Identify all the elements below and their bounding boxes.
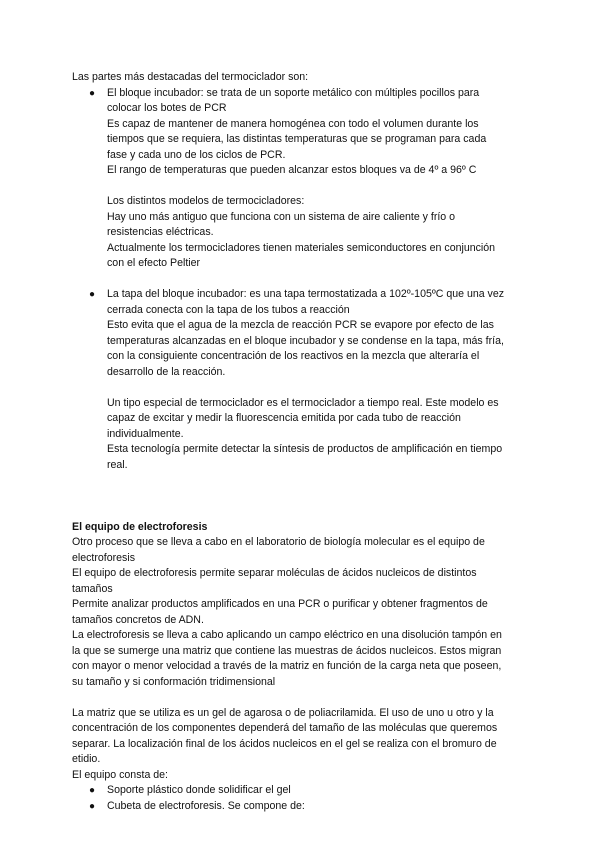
text-line: etidio. <box>72 753 101 765</box>
text-line: con el efecto Peltier <box>107 257 201 269</box>
text-line: tiempos que se requiera, las distintas temperaturas que se programan para cada <box>107 133 487 145</box>
bullet-icon: ● <box>89 800 96 812</box>
text-line: tamaños concretos de ADN. <box>72 613 204 626</box>
equipment-list <box>89 783 528 814</box>
text-line: temperaturas alcanzadas en el bloque incubador y se condense en la tapa, más fría, <box>107 334 504 347</box>
text-line: separar. La localización final de los ácidos nucleicos en el gel se realiza con el bromuro de <box>72 737 497 750</box>
text-line: Actualmente los termocicladores tienen materiales semiconductores en conjunción <box>107 241 496 254</box>
text-line: tamaños <box>72 582 113 595</box>
text-line: El bloque incubador: se trata de un soporte metálico con múltiples pocillos para <box>107 86 480 99</box>
bullet-icon: ● <box>89 785 96 796</box>
text-line: fase y cada uno de los ciclos de PCR. <box>107 148 286 161</box>
text-line: resistencias eléctricas. <box>107 226 214 238</box>
intro-text: Las partes más destacadas del termociclador son: <box>72 71 309 83</box>
text-line: La matriz que se utiliza es un gel de agarosa o de poliacrilamida. El uso de uno u otro y la <box>72 706 494 719</box>
text-line: Cubeta de electroforesis. Se compone de: <box>107 799 305 812</box>
text-line: El equipo de electroforesis permite separar moléculas de ácidos nucleicos de distintos <box>72 567 477 579</box>
text-line: La tapa del bloque incubador: es una tapa termostatizada a 102º-105ºC que una vez <box>107 288 505 300</box>
text-line: El equipo consta de: <box>72 768 169 781</box>
text-line: la que se sumerge una matriz que contiene las muestras de ácidos nucleicos. Estos migran <box>72 644 502 657</box>
text-line: cerrada conecta con la tapa de los tubos a reacción <box>107 303 350 316</box>
text-line: Soporte plástico donde solidificar el gel <box>107 784 291 796</box>
text-line: El rango de temperaturas que pueden alcanzar estos bloques va de 4º a 96º C <box>107 164 477 176</box>
text-line: desarrollo de la reacción. <box>107 365 226 378</box>
text-line: colocar los botes de PCR <box>107 102 227 114</box>
bullet-icon: ● <box>89 87 96 99</box>
text-line: concentración de los componentes dependerá del tamaño de las moléculas que queremos <box>72 722 498 734</box>
text-line: Hay uno más antiguo que funciona con un sistema de aire caliente y frío o <box>107 210 456 223</box>
text-line: Esto evita que el agua de la mezcla de reacción PCR se evapore por efecto de las <box>107 319 494 331</box>
text-line: Otro proceso que se lleva a cabo en el laboratorio de biología molecular es el equipo de <box>72 536 485 548</box>
text-line: Permite analizar productos amplificados en una PCR o purificar y obtener fragmentos de <box>72 598 488 610</box>
list-item <box>89 783 528 799</box>
text-line: Un tipo especial de termociclador es el termociclador a tiempo real. Este modelo es <box>107 396 499 409</box>
list-item-tapa-bloque <box>89 287 528 473</box>
text-line: con la consiguiente concentración de los reactivos en la mezcla que alteraría el <box>107 350 480 362</box>
section-title: El equipo de electroforesis <box>72 520 208 533</box>
text-line: electroforesis <box>72 551 135 564</box>
text-line: Es capaz de mantener de manera homogénea con todo el volumen durante los <box>107 117 479 130</box>
text-line: Esta tecnología permite detectar la síntesis de productos de amplificación en tiempo <box>107 443 503 455</box>
bullet-icon: ● <box>89 289 96 300</box>
text-line: Los distintos modelos de termocicladores: <box>107 195 305 207</box>
document-page <box>72 70 528 814</box>
text-line: con mayor o menor velocidad a través de la matriz en función de la carga neta que poseen, <box>72 660 502 672</box>
list-item-bloque-incubador <box>89 86 528 288</box>
termociclador-parts-list <box>89 86 528 474</box>
text-line: La electroforesis se lleva a cabo aplicando un campo eléctrico en una disolución tampón en <box>72 629 502 641</box>
text-line: real. <box>107 458 128 471</box>
text-line: individualmente. <box>107 427 184 440</box>
text-line: capaz de excitar y medir la fluorescencia emitida por cada tubo de reacción <box>107 412 461 424</box>
text-line: su tamaño y si conformación tridimensional <box>72 675 276 688</box>
list-item <box>89 799 528 815</box>
